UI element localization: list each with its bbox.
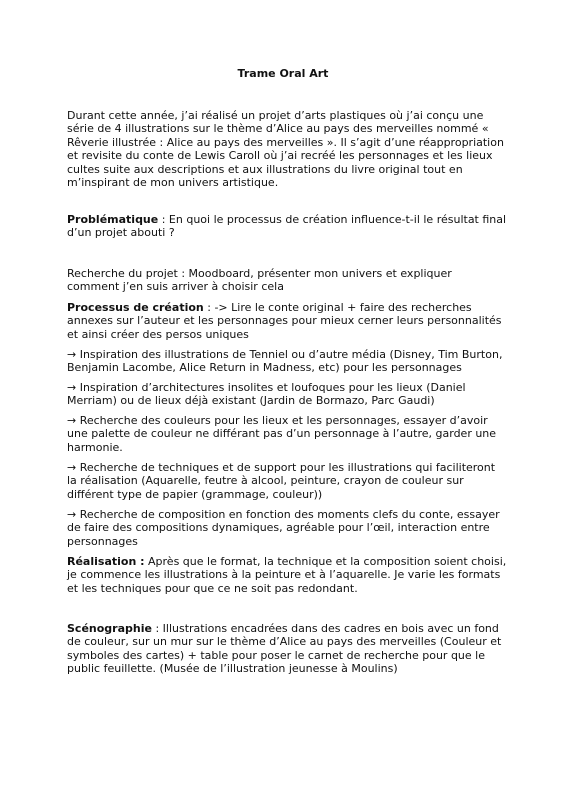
document-title: Trame Oral Art	[237, 67, 329, 80]
processus-paragraph	[67, 301, 507, 341]
intro-paragraph: Durant cette année, j’ai réalisé un projet d’arts plastiques où j’ai conçu une série de 4 illustrations sur le thème d’Alice au pays des merveilles nommé « Rêverie illustrée : Alice au pays des merveilles ». Il s’agit d’une réappropriation et revisite du conte de Lewis Caroll où j’ai recréé les personnages et les lieux cultes suite aux descriptions et aux illustrations du livre original tout en m’inspirant de mon univers artistique.	[67, 109, 504, 190]
scenographie-paragraph	[67, 622, 507, 676]
processus-label: Processus de création	[67, 301, 204, 314]
bullet-paragraph-4: → Recherche de techniques et de support pour les illustrations qui faciliteront la réalisation (Aquarelle, feutre à alcool, peinture, crayon de couleur sur différent type de papier (grammage, couleur))	[67, 461, 496, 501]
processus-text: : -> Lire le conte original + faire des recherches annexes sur l’auteur et les personnages pour mieux cerner leurs personnalités et ainsi créer des persos uniques	[67, 301, 502, 341]
bullet-paragraph-5: → Recherche de composition en fonction des moments clefs du conte, essayer de faire des compositions dynamiques, agréable pour l’œil, interaction entre personnages	[67, 508, 500, 548]
problematique-text: : En quoi le processus de création influence-t-il le résultat final d’un projet abouti ?	[67, 213, 507, 240]
bullet-paragraph-3: → Recherche des couleurs pour les lieux et les personnages, essayer d’avoir une palette de couleur ne différant pas d’un personnage à l’autre, garder une harmonie.	[67, 414, 497, 454]
scenographie-text: : Illustrations encadrées dans des cadres en bois avec un fond de couleur, sur un mur sur le thème d’Alice au pays des merveilles (Couleur et symboles des cartes) + table pour poser le carnet de recherche pour que le public feuillette. (Musée de l’illustration jeunesse à Moulins)	[67, 622, 502, 676]
realisation-label: Réalisation :	[67, 555, 145, 568]
realisation-text: Après que le format, la technique et la composition soient choisi, je commence les illustrations à la peinture et à l’aquarelle. Je varie les formats et les techniques pour que ce ne soit pas redondant.	[67, 555, 507, 595]
bullet-paragraph-2: → Inspiration d’architectures insolites et loufoques pour les lieux (Daniel Merriam) ou de lieux déjà existant (Jardin de Bormazo, Parc Gaudi)	[67, 381, 466, 408]
recherche-paragraph: Recherche du projet : Moodboard, présenter mon univers et expliquer comment j’en suis arriver à choisir cela	[67, 267, 452, 294]
scenographie-label: Scénographie	[67, 622, 152, 635]
bullet-paragraph-1: → Inspiration des illustrations de Tenniel ou d’autre média (Disney, Tim Burton, Benjamin Lacombe, Alice Return in Madness, etc) pour les personnages	[67, 348, 503, 375]
problematique-label: Problématique	[67, 213, 159, 226]
problematique-paragraph	[67, 213, 507, 240]
realisation-paragraph	[67, 555, 507, 595]
